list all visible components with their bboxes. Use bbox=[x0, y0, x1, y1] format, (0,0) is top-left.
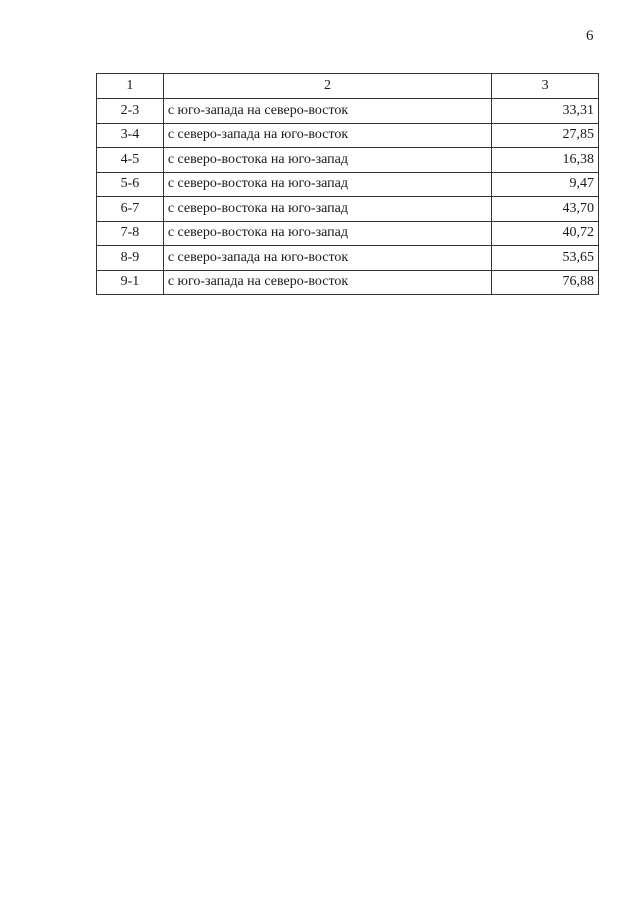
direction-cell: с северо-запада на юго-восток bbox=[163, 246, 491, 271]
length-cell: 40,72 bbox=[492, 221, 599, 246]
table-row bbox=[97, 270, 599, 295]
table-header-row bbox=[97, 74, 599, 99]
table-row bbox=[97, 123, 599, 148]
length-cell: 76,88 bbox=[492, 270, 599, 295]
length-cell: 16,38 bbox=[492, 148, 599, 173]
length-cell: 43,70 bbox=[492, 197, 599, 222]
column-header-2: 2 bbox=[163, 74, 491, 99]
length-cell: 33,31 bbox=[492, 99, 599, 124]
segment-cell: 7-8 bbox=[97, 221, 164, 246]
direction-cell: с юго-запада на северо-восток bbox=[163, 99, 491, 124]
length-cell: 53,65 bbox=[492, 246, 599, 271]
segment-cell: 3-4 bbox=[97, 123, 164, 148]
segment-cell: 6-7 bbox=[97, 197, 164, 222]
table-row bbox=[97, 148, 599, 173]
direction-cell: с северо-востока на юго-запад bbox=[163, 197, 491, 222]
direction-cell: с северо-запада на юго-восток bbox=[163, 123, 491, 148]
table-row bbox=[97, 197, 599, 222]
page-number: 6 bbox=[586, 28, 594, 44]
table-row bbox=[97, 172, 599, 197]
column-header-3: 3 bbox=[492, 74, 599, 99]
segment-cell: 4-5 bbox=[97, 148, 164, 173]
direction-cell: с северо-востока на юго-запад bbox=[163, 148, 491, 173]
length-cell: 27,85 bbox=[492, 123, 599, 148]
segment-cell: 5-6 bbox=[97, 172, 164, 197]
direction-cell: с юго-запада на северо-восток bbox=[163, 270, 491, 295]
length-cell: 9,47 bbox=[492, 172, 599, 197]
column-header-1: 1 bbox=[97, 74, 164, 99]
table-row bbox=[97, 246, 599, 271]
segment-cell: 2-3 bbox=[97, 99, 164, 124]
table-row bbox=[97, 221, 599, 246]
direction-cell: с северо-востока на юго-запад bbox=[163, 172, 491, 197]
table-row bbox=[97, 99, 599, 124]
direction-cell: с северо-востока на юго-запад bbox=[163, 221, 491, 246]
boundary-table bbox=[96, 73, 599, 295]
segment-cell: 9-1 bbox=[97, 270, 164, 295]
segment-cell: 8-9 bbox=[97, 246, 164, 271]
